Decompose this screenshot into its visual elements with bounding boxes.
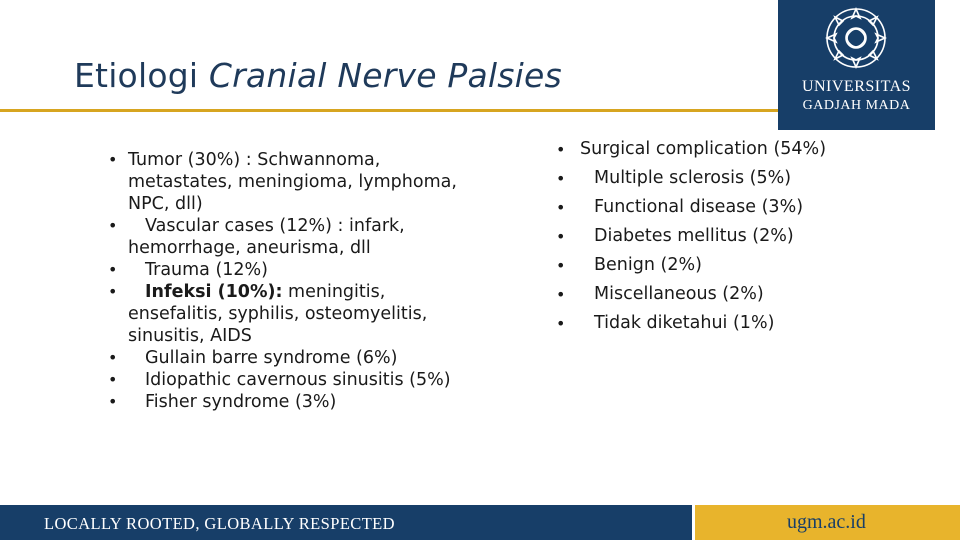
list-item-text: Multiple sclerosis (5%): [594, 168, 792, 188]
bullet-marker: •: [108, 392, 118, 411]
list-item: [108, 259, 468, 281]
footer-tagline-bar: [0, 505, 692, 540]
list-item-text: Gullain barre syndrome (6%): [145, 348, 398, 368]
list-item-text: Tumor (30%) : Schwannoma, metastates, meningioma, lymphoma, NPC, dll): [128, 150, 457, 214]
list-item-text: Surgical complication (54%): [580, 139, 827, 159]
bullet-marker: •: [108, 370, 118, 389]
footer-url-link[interactable]: ugm.ac.id: [787, 511, 866, 533]
logo-text-line1: UNIVERSITAS: [801, 78, 912, 95]
list-item-text: Infeksi (10%): meningitis, ensefalitis, syphilis, osteomyelitis, sinusitis, AIDS: [128, 282, 428, 346]
footer-tagline: LOCALLY ROOTED, GLOBALLY RESPECTED: [44, 514, 395, 533]
list-item-text: Tidak diketahui (1%): [594, 313, 775, 333]
right-bullet-list: [556, 135, 886, 338]
footer-url-bar: [695, 505, 960, 540]
list-item-text: Vascular cases (12%) : infark, hemorrhage, aneurisma, dll: [128, 216, 405, 258]
list-item-emphasis: Infeksi (10%):: [145, 282, 283, 302]
list-item-text: Functional disease (3%): [594, 197, 804, 217]
list-item: [108, 215, 468, 259]
bullet-marker: •: [108, 150, 118, 169]
list-item: [108, 347, 468, 369]
list-item: [108, 149, 468, 215]
bullet-marker: •: [556, 198, 566, 217]
list-item: [556, 251, 886, 280]
slide-title-plain: Etiologi: [74, 56, 209, 95]
list-item: [108, 281, 468, 347]
left-bullet-list: [108, 149, 468, 413]
list-item-text: Diabetes mellitus (2%): [594, 226, 794, 246]
list-item: [556, 135, 886, 164]
slide-title: [74, 56, 562, 95]
bullet-marker: •: [556, 227, 566, 246]
list-item: [556, 193, 886, 222]
bullet-marker: •: [108, 348, 118, 367]
list-item: [556, 164, 886, 193]
list-item: [108, 391, 468, 413]
bullet-marker: •: [556, 314, 566, 333]
ugm-emblem-icon: [824, 6, 888, 70]
list-item-text: Benign (2%): [594, 255, 702, 275]
bullet-marker: •: [556, 285, 566, 304]
list-item: [556, 309, 886, 338]
bullet-marker: •: [556, 140, 566, 159]
bullet-marker: •: [108, 282, 118, 301]
logo-text-line2: GADJAH MADA: [802, 98, 911, 113]
slide-title-italic: Cranial Nerve Palsies: [208, 56, 562, 95]
university-logo: [778, 0, 935, 130]
bullet-marker: •: [556, 256, 566, 275]
title-underline: [0, 109, 778, 112]
bullet-marker: •: [556, 169, 566, 188]
list-item: [108, 369, 468, 391]
list-item-text: Miscellaneous (2%): [594, 284, 764, 304]
bullet-marker: •: [108, 216, 118, 235]
bullet-marker: •: [108, 260, 118, 279]
list-item: [556, 280, 886, 309]
list-item-text: Fisher syndrome (3%): [145, 392, 337, 412]
list-item-text: Trauma (12%): [145, 260, 269, 280]
list-item: [556, 222, 886, 251]
list-item-text: Idiopathic cavernous sinusitis (5%): [145, 370, 451, 390]
